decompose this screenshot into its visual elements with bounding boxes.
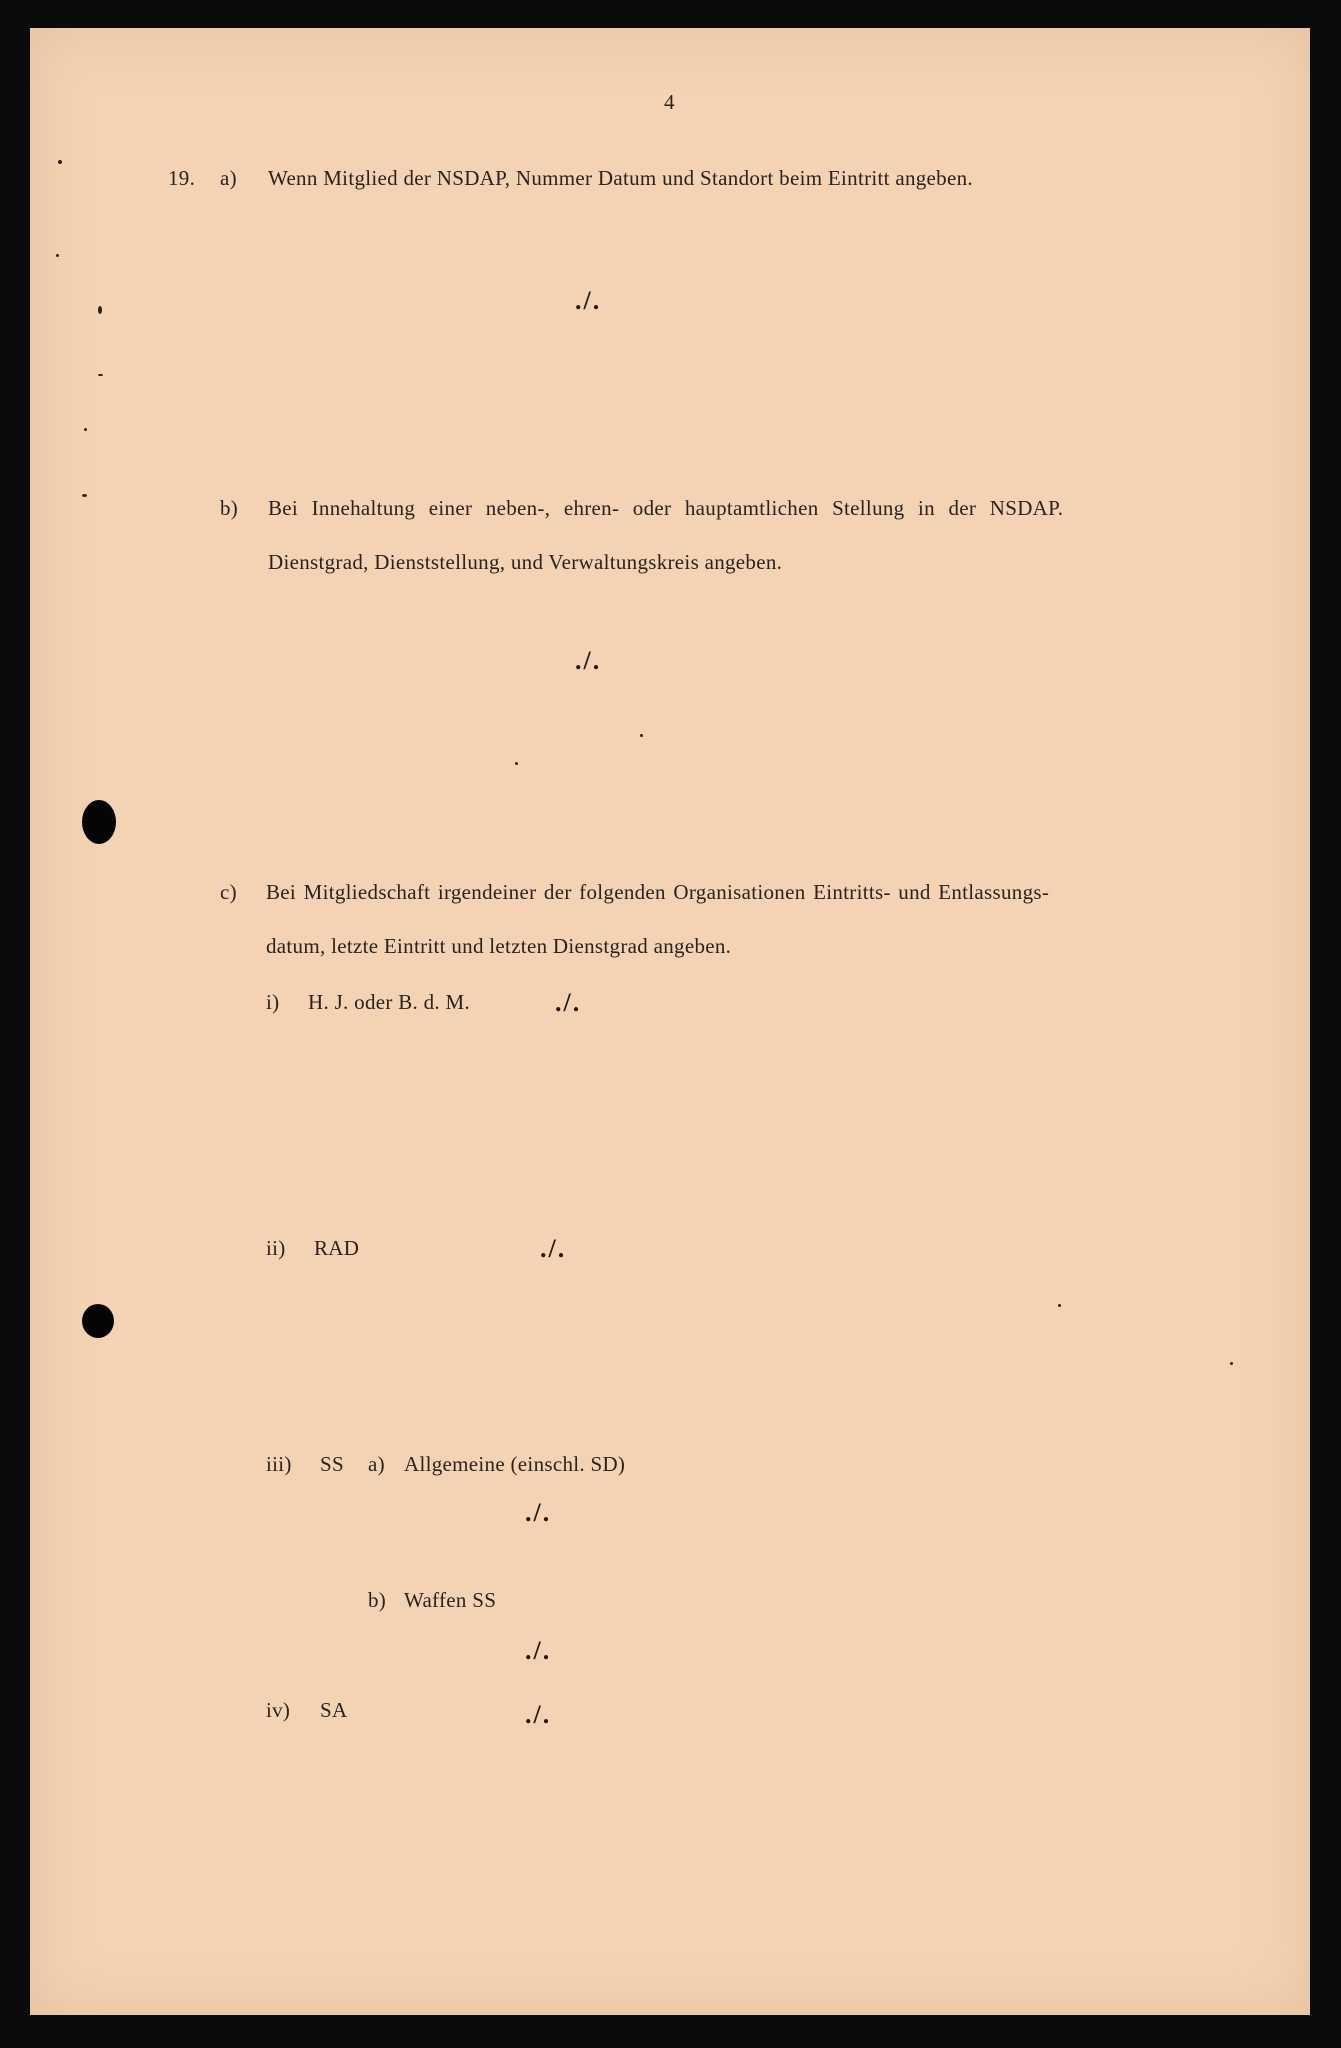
item-iii-sub-a-text: Allgemeine (einschl. SD) — [404, 1452, 626, 1476]
answer-b-nil-mark: ./. — [575, 646, 602, 675]
question-c-line2: datum, letzte Eintritt und letzten Dienstgrad angeben. — [266, 934, 732, 958]
item-iv-text: SA — [320, 1698, 348, 1722]
margin-speck — [58, 160, 62, 164]
question-b-label: b) — [220, 496, 239, 520]
item-i-text: H. J. oder B. d. M. — [308, 990, 471, 1014]
item-iii-sub-a-label: a) — [368, 1452, 385, 1476]
margin-speck — [98, 306, 102, 314]
item-iii-sub-a-nil-mark: ./. — [525, 1498, 552, 1527]
punch-hole-lower — [82, 1304, 114, 1338]
item-iii-text: SS — [320, 1452, 344, 1476]
item-iii-sub-b-label: b) — [368, 1588, 387, 1612]
margin-speck — [640, 734, 643, 737]
answer-a-nil-mark: ./. — [575, 286, 602, 315]
question-a-text: Wenn Mitglied der NSDAP, Nummer Datum und Standort beim Eintritt angeben. — [268, 166, 973, 190]
item-i-label: i) — [266, 990, 280, 1014]
document-page — [30, 28, 1310, 2015]
item-ii-label: ii) — [266, 1236, 286, 1260]
question-number: 19. — [168, 166, 196, 190]
margin-speck — [56, 254, 59, 257]
margin-speck — [84, 428, 87, 431]
item-ii-text: RAD — [314, 1236, 360, 1260]
item-iv-label: iv) — [266, 1698, 291, 1722]
margin-speck — [82, 494, 87, 497]
margin-speck — [1058, 1304, 1061, 1307]
question-a-label: a) — [220, 166, 237, 190]
item-ii-nil-mark: ./. — [540, 1234, 567, 1263]
item-i-nil-mark: ./. — [555, 988, 582, 1017]
item-iii-label: iii) — [266, 1452, 292, 1476]
page-number: 4 — [664, 90, 675, 114]
question-b-line2: Dienstgrad, Dienststellung, und Verwaltungskreis angeben. — [268, 550, 783, 574]
item-iv-nil-mark: ./. — [525, 1700, 552, 1729]
question-b-line1: Bei Innehaltung einer neben-, ehren- oder hauptamtlichen Stellung in der NSDAP. — [268, 496, 1064, 520]
margin-speck — [98, 374, 103, 376]
question-c-line1: Bei Mitgliedschaft irgendeiner der folgenden Organisationen Eintritts- und Entlassungs- — [266, 880, 1050, 904]
item-iii-sub-b-nil-mark: ./. — [525, 1636, 552, 1665]
margin-speck — [1230, 1362, 1233, 1365]
margin-speck — [515, 762, 518, 765]
punch-hole-upper — [82, 800, 116, 844]
item-iii-sub-b-text: Waffen SS — [404, 1588, 497, 1612]
question-c-label: c) — [220, 880, 237, 904]
